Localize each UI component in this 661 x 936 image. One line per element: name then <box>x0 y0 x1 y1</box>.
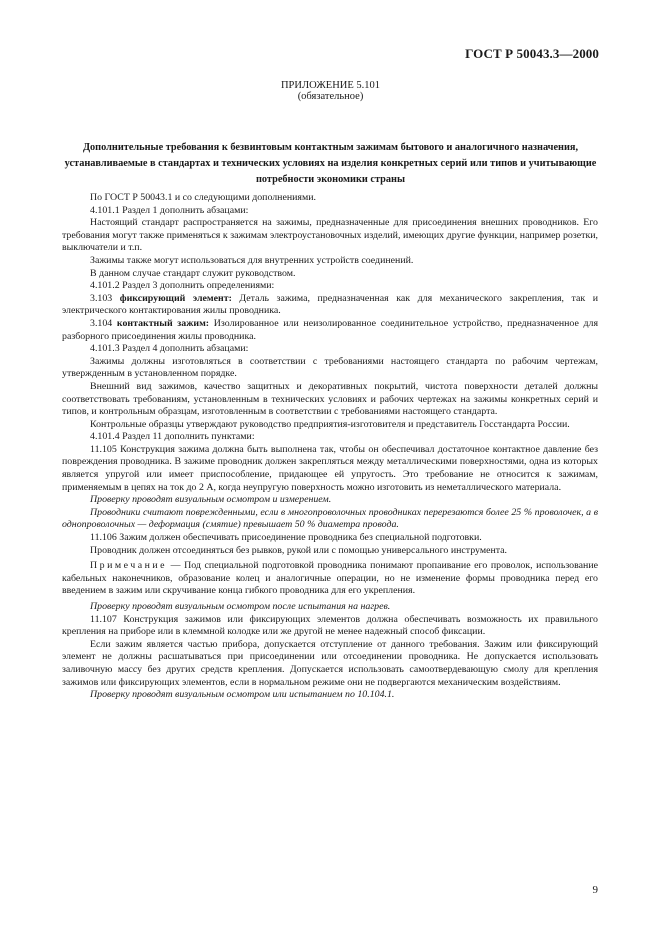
paragraph: Если зажим является частью прибора, допускается отступление от данного требования. Зажим или фиксирующий элемент не должны расшатываться при присоединении или отсоединении проводника. Не допускается использовать заливочную массу без других средств крепления. Допускается использовать самоотвердевающую смолу для крепления зажимов или фиксирующих элементов, если в нормальном режиме они не подвергаются механическим воздействиям. <box>62 638 598 688</box>
paragraph: Зажимы также могут использоваться для внутренних устройств соединений. <box>90 254 414 266</box>
definition-paragraph <box>62 318 598 343</box>
clause-number: 3.103 <box>90 292 113 304</box>
paragraph: В данном случае стандарт служит руководством. <box>90 267 296 279</box>
paragraph: По ГОСТ Р 50043.1 и со следующими дополнениями. <box>90 192 316 203</box>
italic-paragraph: Проводники считают поврежденными, если в многопроволочных проводниках перерезаются более 25 % проволочек, а в однопроволочных — деформация (смятие) превышает 50 % диаметра провода. <box>62 506 598 531</box>
paragraph: Зажимы должны изготовляться в соответствии с требованиями настоящего стандарта по рабочим чертежам, утвержденным в установленном порядке. <box>62 355 598 380</box>
defined-term: контактный зажим: <box>116 317 210 329</box>
paragraph: Внешний вид зажимов, качество защитных и декоративных покрытий, чистота поверхности деталей должны соответствовать требованиям, установленным в технических условиях и рабочих чертежах на зажимы конкретных серий и типов, и контрольным образцам, изготовленным в соответствии с требованиями настоящего стандарта. <box>62 380 598 418</box>
paragraph: 4.101.4 Раздел 11 дополнить пунктами: <box>90 431 255 443</box>
annex-title: ПРИЛОЖЕНИЕ 5.101 <box>280 80 381 91</box>
document-body <box>62 192 598 702</box>
paragraph: 4.101.1 Раздел 1 дополнить абзацами: <box>90 204 249 216</box>
note-paragraph <box>62 560 598 598</box>
paragraph: 11.105 Конструкция зажима должна быть выполнена так, чтобы он обеспечивал достаточное контактное давление без повреждения проводника. В зажиме проводник должен закрепляться между металлическими поверхностями, одна из которых является упругой или имеет приспособление, придающее ей упругость. Это требование не относится к зажимам, применяемым в цепях на ток до 2 А, когда неупругую поверхность можно изготовить из неметаллического материала. <box>62 443 598 493</box>
paragraph: Настоящий стандарт распространяется на зажимы, предназначенные для присоединения внешних проводников. Его требования могут также применяться к зажимам электроустановочных изделий, имеющих другие функции, например розетки, выключатели и т.п. <box>62 217 598 254</box>
annex-subtitle: (обязательное) <box>297 91 364 102</box>
definition-paragraph <box>62 293 598 318</box>
paragraph: Контрольные образцы утверждают руководство предприятия-изготовителя и представитель Госстандарта России. <box>90 418 570 430</box>
verification-note: Проверку проводят визуальным осмотром после испытания на нагрев. <box>90 601 391 612</box>
document-code: ГОСТ Р 50043.3—2000 <box>465 46 599 61</box>
annex-heading <box>0 80 661 102</box>
main-title: Дополнительные требования к безвинтовым контактным зажимам бытового и аналогичного назначения, устанавливаемые в стандартах и технических условиях на изделия конкретных серий или типов и учитывающие потребности экономики страны <box>64 142 597 185</box>
page-number: 9 <box>592 884 598 896</box>
defined-term: фиксирующий элемент: <box>119 292 232 304</box>
definition-text: Изолированное или неизолированное соединительное устройство, предназначенное для разборного присоединения жилы проводника. <box>62 317 599 342</box>
paragraph: 4.101.2 Раздел 3 дополнить определениями: <box>90 280 275 292</box>
note-label: Примечание <box>90 560 168 572</box>
paragraph: 11.106 Зажим должен обеспечивать присоединение проводника без специальной подготовки. <box>90 532 482 544</box>
paragraph: 11.107 Конструкция зажимов или фиксирующих элементов должна обеспечивать возможность их правильного крепления на приборе или в клеммной колодке или же другой не менее надежный способ фиксации. <box>62 613 598 638</box>
clause-number: 3.104 <box>90 317 113 329</box>
verification-note: Проверку проводят визуальным осмотром и измерением. <box>90 494 332 506</box>
paragraph: Проводник должен отсоединяться без рывков, рукой или с помощью универсального инструмента. <box>90 544 508 556</box>
paragraph: 4.101.3 Раздел 4 дополнить абзацами: <box>90 343 249 355</box>
note-text: — Под специальной подготовкой проводника понимают пропаивание его проволок, использование кабельных наконечников, образование колец и аналогичные операции, но не изменение формы проводника перед его введением в зажим или скручивание конца гибкого проводника для его укрепления. <box>62 560 598 597</box>
definition-text: Деталь зажима, предназначенная как для механического закрепления, так и электрического контактирования жилы проводника. <box>62 292 598 317</box>
verification-note: Проверку проводят визуальным осмотром или испытанием по 10.104.1. <box>90 689 395 701</box>
